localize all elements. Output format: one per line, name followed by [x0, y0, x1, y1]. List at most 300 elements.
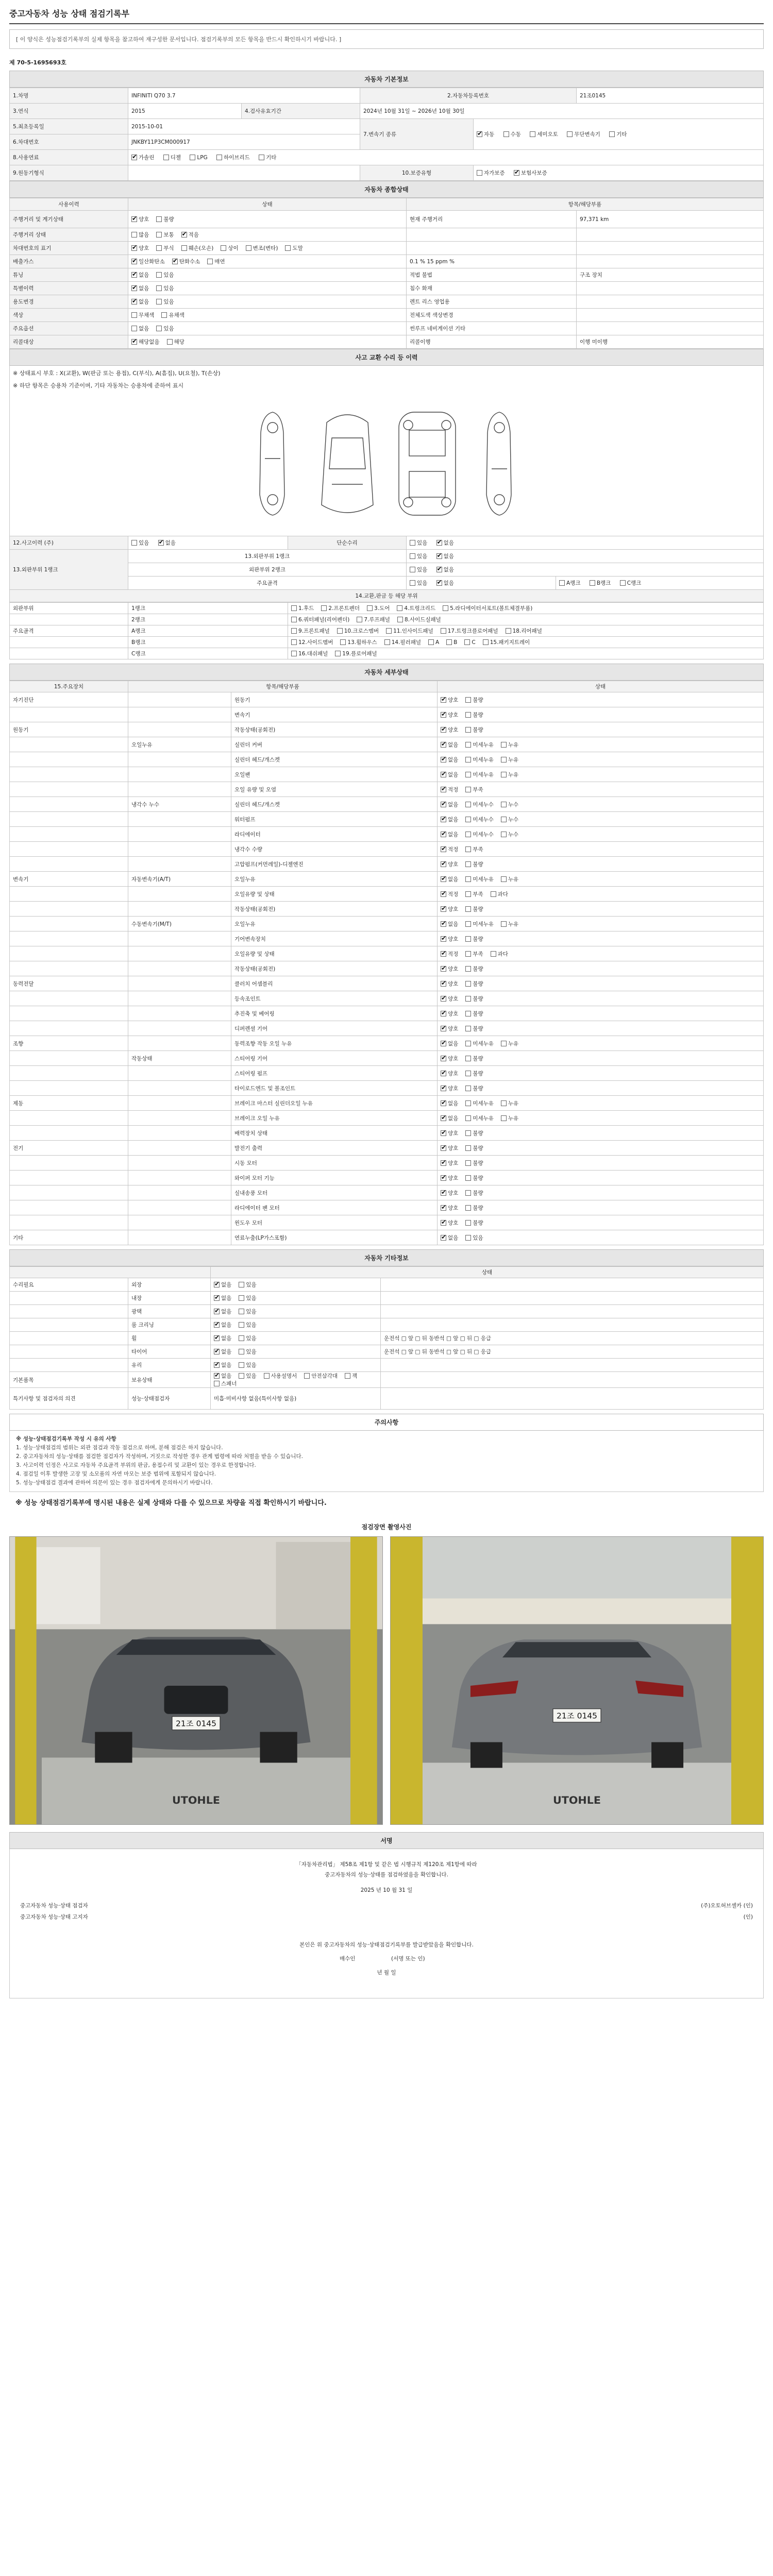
option-label: 있음	[163, 285, 174, 292]
overall-head-usage: 사용이력	[10, 198, 128, 211]
overall-row-label: 배출가스	[10, 255, 128, 268]
checkbox-opt-3[interactable]	[304, 1373, 310, 1379]
option-label: 없음	[443, 567, 454, 573]
checkbox-option	[181, 244, 214, 252]
checkbox-no[interactable]	[436, 540, 442, 546]
checkbox-part-2[interactable]	[367, 605, 373, 611]
checkbox-option	[441, 845, 458, 853]
checkbox-other[interactable]	[609, 131, 615, 137]
other-state-options	[211, 1278, 381, 1292]
checkbox-opt-1[interactable]	[239, 1309, 244, 1314]
detail-row	[10, 857, 764, 872]
checkbox-hybrid[interactable]	[216, 155, 222, 160]
checkbox-opt-2[interactable]	[207, 259, 213, 264]
sign-section-title: 서명	[9, 1832, 764, 1849]
checkbox-opt-0[interactable]	[131, 216, 137, 222]
checkbox-part-1[interactable]	[335, 651, 341, 656]
checkbox-opt-2[interactable]	[491, 891, 496, 897]
checkbox-opt-1[interactable]	[465, 772, 471, 777]
overall-row-value: 97,371 km	[577, 211, 764, 228]
checkbox-opt-1[interactable]	[465, 966, 471, 972]
detail-subgroup-label	[128, 961, 231, 976]
basic-info-section-title: 자동차 기본정보	[9, 71, 764, 88]
checkbox-opt-1[interactable]	[465, 712, 471, 718]
checkbox-opt-0[interactable]	[441, 846, 446, 852]
checkbox-opt-1[interactable]	[465, 787, 471, 792]
checkbox-opt-0[interactable]	[441, 1115, 446, 1121]
checkbox-opt-1[interactable]	[465, 981, 471, 987]
checkbox-fuel-other[interactable]	[259, 155, 264, 160]
option-label: 미세누수	[473, 801, 494, 808]
checkbox-opt-1[interactable]	[465, 817, 471, 822]
checkbox-option	[214, 1334, 231, 1342]
checkbox-opt-0[interactable]	[214, 1322, 220, 1328]
checkbox-diesel[interactable]	[163, 155, 169, 160]
checkbox-opt-0[interactable]	[214, 1309, 220, 1314]
checkbox-opt-0[interactable]	[441, 906, 446, 912]
checkbox-opt-0[interactable]	[441, 891, 446, 897]
overall-row-part: 적법 불법	[407, 268, 577, 282]
option-label: 누유	[508, 756, 519, 763]
checkbox-part-3[interactable]	[428, 639, 434, 645]
detail-group-label	[10, 1066, 128, 1081]
detail-subgroup-label	[128, 1171, 231, 1185]
checkbox-opt-0[interactable]	[441, 981, 446, 987]
checkbox-opt-1[interactable]	[239, 1335, 244, 1341]
checkbox-opt-1[interactable]	[465, 1041, 471, 1046]
other-group-label: 수리필요	[10, 1278, 128, 1292]
other-row-extra	[381, 1305, 764, 1318]
first-reg-label: 5.최초등록일	[10, 119, 128, 134]
checkbox-opt-1[interactable]	[161, 312, 167, 318]
checkbox-option	[465, 1070, 483, 1077]
checkbox-semi-auto[interactable]	[530, 131, 535, 137]
checkbox-opt-1[interactable]	[465, 1056, 471, 1061]
checkbox-option	[131, 231, 149, 239]
checkbox-opt-0[interactable]	[214, 1349, 220, 1354]
detail-row	[10, 1141, 764, 1156]
checkbox-opt-0[interactable]	[131, 312, 137, 318]
checkbox-opt-1[interactable]	[239, 1373, 244, 1379]
checkbox-option	[465, 741, 494, 749]
checkbox-yes[interactable]	[410, 580, 415, 586]
other-row-extra: 운전석 □ 앞 □ 뒤 동반석 □ 앞 □ 뒤 □ 응급	[381, 1332, 764, 1345]
checkbox-opt-2[interactable]	[501, 876, 507, 882]
checkbox-opt-2[interactable]	[501, 1100, 507, 1106]
other-item-label: 외장	[128, 1278, 211, 1292]
checkbox-option	[441, 890, 458, 898]
checkbox-opt-1[interactable]	[465, 1026, 471, 1031]
checkbox-opt-1[interactable]	[465, 996, 471, 1002]
checkbox-opt-0[interactable]	[441, 921, 446, 927]
option-label: 누유	[508, 876, 519, 883]
checkbox-opt-0[interactable]	[441, 1145, 446, 1151]
checkbox-opt-1[interactable]	[465, 1190, 471, 1196]
checkbox-no[interactable]	[436, 553, 442, 559]
checkbox-opt-1[interactable]	[465, 802, 471, 807]
option-label: 많음	[139, 232, 149, 238]
checkbox-option	[441, 771, 458, 778]
detail-row	[10, 1126, 764, 1141]
checkbox-option	[131, 215, 149, 223]
checkbox-part-3[interactable]	[397, 605, 402, 611]
checkbox-opt-0[interactable]	[441, 1175, 446, 1181]
checkbox-opt-0[interactable]	[441, 936, 446, 942]
checkbox-opt-0[interactable]	[441, 1160, 446, 1166]
detail-item-label: 워터펌프	[231, 812, 438, 827]
buyer-signature-field[interactable]: (서명 또는 인)	[391, 1956, 425, 1962]
checkbox-opt-0[interactable]	[214, 1362, 220, 1368]
other-group-label	[10, 1318, 128, 1332]
checkbox-opt-1[interactable]	[465, 891, 471, 897]
checkbox-opt-2[interactable]	[501, 832, 507, 837]
detail-table	[9, 681, 764, 1245]
checkbox-option	[239, 1308, 256, 1315]
checkbox-opt-0[interactable]	[441, 876, 446, 882]
option-label: 12.사이드멤버	[298, 639, 333, 646]
checkbox-opt-1[interactable]	[239, 1322, 244, 1328]
checkbox-opt-0[interactable]	[441, 1041, 446, 1046]
notice-box: [ 이 양식은 성능점검기록부의 실제 항목을 참고하여 재구성한 문서입니다. 점검기록부의 모든 항목을 반드시 확인하시기 바랍니다. ]	[9, 29, 764, 49]
checkbox-option	[465, 1114, 494, 1122]
checkbox-a-rank[interactable]	[559, 580, 565, 586]
checkbox-opt-1[interactable]	[156, 245, 162, 251]
checkbox-opt-0[interactable]	[131, 299, 137, 304]
detail-subgroup-label	[128, 812, 231, 827]
detail-state-options	[438, 767, 764, 782]
checkbox-c-rank[interactable]	[620, 580, 626, 586]
fuel-label: 8.사용연료	[10, 150, 128, 165]
checkbox-opt-1[interactable]	[465, 1115, 471, 1121]
checkbox-option	[321, 604, 360, 612]
other-row-extra	[381, 1359, 764, 1372]
detail-group-label	[10, 961, 128, 976]
checkbox-opt-0[interactable]	[441, 697, 446, 703]
checkbox-opt-2[interactable]	[501, 1041, 507, 1046]
checkbox-opt-0[interactable]	[441, 1235, 446, 1241]
checkbox-opt-0[interactable]	[441, 787, 446, 792]
checkbox-opt-0[interactable]	[441, 1190, 446, 1196]
checkbox-option	[156, 215, 174, 223]
checkbox-option	[491, 950, 508, 958]
checkbox-option	[239, 1281, 256, 1289]
checkbox-opt-0[interactable]	[441, 712, 446, 718]
attention-bottom-note: ※ 성능 상태점검기록부에 명시된 내용은 실제 상태와 다를 수 있으므로 차량을 직접 확인하시기 바랍니다.	[15, 1499, 327, 1507]
detail-state-options	[438, 842, 764, 857]
checkbox-opt-1[interactable]	[465, 936, 471, 942]
sign-line-2: 중고자동차의 성능·상태를 점검하였음을 확인합니다.	[325, 1872, 448, 1878]
checkbox-opt-0[interactable]	[441, 742, 446, 748]
checkbox-opt-1[interactable]	[156, 299, 162, 304]
checkbox-opt-1[interactable]	[465, 1160, 471, 1166]
detail-row	[10, 872, 764, 887]
checkbox-opt-1[interactable]	[465, 1220, 471, 1226]
checkbox-opt-0[interactable]	[441, 996, 446, 1002]
checkbox-opt-0[interactable]	[441, 861, 446, 867]
checkbox-part-0[interactable]	[291, 651, 297, 656]
option-label: 적음	[188, 232, 199, 238]
checkbox-opt-1[interactable]	[465, 921, 471, 927]
checkbox-opt-1[interactable]	[239, 1295, 244, 1301]
checkbox-part-0[interactable]	[291, 628, 297, 634]
checkbox-opt-1[interactable]	[465, 876, 471, 882]
sign-area	[9, 1849, 764, 1998]
checkbox-part-1[interactable]	[337, 628, 343, 634]
checkbox-opt-2[interactable]	[491, 951, 496, 957]
checkbox-opt-0[interactable]	[131, 232, 137, 238]
detail-subgroup-label	[128, 1066, 231, 1081]
checkbox-manual[interactable]	[503, 131, 509, 137]
checkbox-opt-5[interactable]	[285, 245, 291, 251]
checkbox-opt-1[interactable]	[465, 1175, 471, 1181]
checkbox-opt-1[interactable]	[156, 232, 162, 238]
option-label: 부족	[473, 846, 483, 853]
checkbox-option	[214, 1308, 231, 1315]
checkbox-opt-5[interactable]	[214, 1381, 220, 1386]
checkbox-option	[131, 271, 149, 279]
checkbox-opt-0[interactable]	[131, 326, 137, 331]
vin-value: JNKBY11P3CM000917	[128, 134, 360, 150]
detail-state-options	[438, 946, 764, 961]
checkbox-opt-0[interactable]	[441, 1086, 446, 1091]
checkbox-option	[441, 831, 458, 838]
checkbox-gasoline[interactable]	[131, 155, 137, 160]
checkbox-option	[214, 1380, 237, 1387]
option-label: 양호	[139, 216, 149, 223]
checkbox-opt-4[interactable]	[345, 1373, 350, 1379]
checkbox-opt-1[interactable]	[465, 1205, 471, 1211]
front-plate-text: 21조 0145	[175, 1719, 217, 1728]
checkbox-part-4[interactable]	[446, 639, 452, 645]
checkbox-option	[239, 1334, 256, 1342]
checkbox-opt-2[interactable]	[501, 1115, 507, 1121]
checkbox-opt-1[interactable]	[465, 1235, 471, 1241]
checkbox-part-0[interactable]	[291, 605, 297, 611]
checkbox-option	[441, 875, 458, 883]
detail-item-label: 클러치 어셈블리	[231, 976, 438, 991]
checkbox-opt-1[interactable]	[156, 272, 162, 278]
checkbox-opt-1[interactable]	[156, 216, 162, 222]
overall-row-value	[577, 242, 764, 255]
checkbox-opt-0[interactable]	[131, 285, 137, 291]
checkbox-opt-0[interactable]	[441, 1011, 446, 1016]
checkbox-opt-1[interactable]	[465, 846, 471, 852]
checkbox-opt-0[interactable]	[131, 272, 137, 278]
checkbox-yes[interactable]	[410, 567, 415, 572]
checkbox-part-2[interactable]	[397, 617, 403, 622]
checkbox-opt-0[interactable]	[131, 245, 137, 251]
checkbox-opt-0[interactable]	[441, 1026, 446, 1031]
checkbox-part-4[interactable]	[443, 605, 448, 611]
checkbox-opt-1[interactable]	[167, 339, 173, 345]
checkbox-opt-0[interactable]	[214, 1335, 220, 1341]
checkbox-opt-0[interactable]	[214, 1282, 220, 1287]
checkbox-part-1[interactable]	[357, 617, 362, 622]
detail-item-label: 작동상태(공회전)	[231, 902, 438, 917]
checkbox-part-0[interactable]	[291, 639, 297, 645]
checkbox-opt-2[interactable]	[181, 245, 187, 251]
checkbox-part-2[interactable]	[384, 639, 390, 645]
checkbox-option	[501, 1114, 518, 1122]
option-label: 해당	[174, 339, 184, 345]
option-label: 불량	[473, 1160, 483, 1166]
checkbox-opt-0[interactable]	[214, 1373, 220, 1379]
checkbox-no[interactable]	[436, 580, 442, 586]
checkbox-yes[interactable]	[131, 540, 137, 546]
detail-subgroup-label	[128, 1141, 231, 1156]
checkbox-opt-2[interactable]	[501, 802, 507, 807]
checkbox-no[interactable]	[158, 540, 164, 546]
checkbox-part-5[interactable]	[464, 639, 470, 645]
checkbox-opt-1[interactable]	[465, 1100, 471, 1106]
checkbox-no[interactable]	[436, 567, 442, 572]
checkbox-auto[interactable]	[477, 131, 482, 137]
checkbox-opt-0[interactable]	[131, 259, 137, 264]
detail-item-label: 오일누유	[231, 872, 438, 887]
checkbox-opt-0[interactable]	[441, 1220, 446, 1226]
checkbox-opt-1[interactable]	[465, 1071, 471, 1076]
checkbox-self-warranty[interactable]	[477, 170, 482, 176]
checkbox-opt-1[interactable]	[239, 1362, 244, 1368]
checkbox-opt-0[interactable]	[441, 1071, 446, 1076]
option-label: 사용설명서	[271, 1373, 297, 1379]
detail-row	[10, 737, 764, 752]
option-label: 없음	[139, 272, 149, 278]
checkbox-option	[465, 965, 483, 973]
overall-section-title: 자동차 종합상태	[9, 181, 764, 198]
option-label: 미세누유	[473, 1115, 494, 1122]
checkbox-part-2[interactable]	[386, 628, 392, 634]
checkbox-opt-0[interactable]	[441, 1205, 446, 1211]
checkbox-opt-0[interactable]	[441, 817, 446, 822]
detail-row	[10, 752, 764, 767]
reg-no-label: 2.자동차등록번호	[360, 88, 577, 104]
detail-item-label: 실린더 헤드/개스켓	[231, 752, 438, 767]
parts-rank-label: 2랭크	[128, 614, 288, 625]
checkbox-opt-2[interactable]	[181, 232, 187, 238]
detail-subgroup-label	[128, 946, 231, 961]
checkbox-opt-2[interactable]	[501, 921, 507, 927]
checkbox-opt-1[interactable]	[465, 1130, 471, 1136]
checkbox-part-1[interactable]	[340, 639, 346, 645]
checkbox-yes[interactable]	[410, 540, 415, 546]
checkbox-opt-0[interactable]	[441, 1056, 446, 1061]
detail-group-label	[10, 707, 128, 722]
checkbox-opt-1[interactable]	[465, 832, 471, 837]
option-label: 양호	[448, 906, 459, 912]
detail-item-label: 오일팬	[231, 767, 438, 782]
checkbox-opt-1[interactable]	[465, 742, 471, 748]
checkbox-opt-0[interactable]	[441, 966, 446, 972]
checkbox-opt-1[interactable]	[465, 1011, 471, 1016]
checkbox-opt-2[interactable]	[501, 742, 507, 748]
checkbox-opt-0[interactable]	[441, 832, 446, 837]
checkbox-opt-1[interactable]	[465, 951, 471, 957]
detail-group-label: 변속기	[10, 872, 128, 887]
buyer-date: 년 월 일	[377, 1970, 396, 1976]
checkbox-insurer-warranty[interactable]	[514, 170, 519, 176]
checkbox-opt-1[interactable]	[172, 259, 178, 264]
option-label: 불량	[473, 1145, 483, 1151]
parts-table	[9, 602, 764, 659]
detail-row	[10, 902, 764, 917]
checkbox-option	[465, 801, 494, 808]
seller-label: 중고자동차 성능·상태 고지자	[20, 1914, 88, 1920]
parts-group-label	[10, 614, 128, 625]
checkbox-opt-0[interactable]	[214, 1295, 220, 1301]
checkbox-opt-1[interactable]	[465, 757, 471, 762]
checkbox-opt-2[interactable]	[501, 772, 507, 777]
checkbox-lpg[interactable]	[190, 155, 195, 160]
checkbox-option	[337, 627, 379, 635]
checkbox-part-3[interactable]	[441, 628, 446, 634]
checkbox-opt-4[interactable]	[246, 245, 251, 251]
checkbox-opt-0[interactable]	[131, 339, 137, 345]
option-label: 없음	[221, 1322, 232, 1328]
detail-item-label: 시동 모터	[231, 1156, 438, 1171]
checkbox-opt-0[interactable]	[441, 951, 446, 957]
detail-row	[10, 946, 764, 961]
checkbox-opt-1[interactable]	[465, 1145, 471, 1151]
overall-row-label: 특별이력	[10, 282, 128, 295]
checkbox-opt-1[interactable]	[465, 697, 471, 703]
option-label: 없음	[448, 741, 459, 748]
checkbox-opt-0[interactable]	[441, 1100, 446, 1106]
checkbox-opt-3[interactable]	[221, 245, 226, 251]
option-label: 불량	[473, 1025, 483, 1032]
inspector-value: (주)오토허브셀카 (인)	[701, 1903, 753, 1909]
checkbox-part-1[interactable]	[321, 605, 327, 611]
checkbox-b-rank[interactable]	[590, 580, 595, 586]
checkbox-opt-1[interactable]	[156, 326, 162, 331]
checkbox-opt-1[interactable]	[465, 727, 471, 733]
checkbox-opt-2[interactable]	[264, 1373, 270, 1379]
checkbox-opt-1[interactable]	[465, 906, 471, 912]
checkbox-opt-0[interactable]	[441, 727, 446, 733]
checkbox-opt-1[interactable]	[239, 1282, 244, 1287]
checkbox-cvt[interactable]	[567, 131, 573, 137]
option-label: 불량	[473, 1070, 483, 1077]
attention-heading: ※ 성능·상태점검기록부 작성 시 유의 사항	[16, 1436, 116, 1442]
checkbox-option	[214, 1321, 231, 1329]
checkbox-option	[239, 1361, 256, 1369]
checkbox-part-0[interactable]	[291, 617, 297, 622]
checkbox-opt-0[interactable]	[441, 772, 446, 777]
checkbox-part-6[interactable]	[483, 639, 489, 645]
overall-row-part: 렌트 리스 영업용	[407, 295, 577, 309]
overall-row-value	[577, 309, 764, 322]
checkbox-opt-1[interactable]	[239, 1349, 244, 1354]
other-group-label	[10, 1359, 128, 1372]
checkbox-opt-0[interactable]	[441, 757, 446, 762]
detail-subgroup-label	[128, 782, 231, 797]
front-car-photo-image	[10, 1537, 382, 1824]
checkbox-opt-0[interactable]	[441, 802, 446, 807]
detail-item-label: 발전기 출력	[231, 1141, 438, 1156]
checkbox-opt-1[interactable]	[156, 285, 162, 291]
checkbox-opt-0[interactable]	[441, 1130, 446, 1136]
option-label: 부족	[473, 951, 483, 957]
checkbox-opt-2[interactable]	[501, 757, 507, 762]
checkbox-yes[interactable]	[410, 553, 415, 559]
checkbox-part-4[interactable]	[506, 628, 511, 634]
checkbox-opt-2[interactable]	[501, 817, 507, 822]
checkbox-opt-1[interactable]	[465, 1086, 471, 1091]
frame-rank-options	[556, 577, 764, 590]
checkbox-option	[156, 325, 174, 332]
checkbox-opt-1[interactable]	[465, 861, 471, 867]
overall-row	[10, 322, 764, 335]
